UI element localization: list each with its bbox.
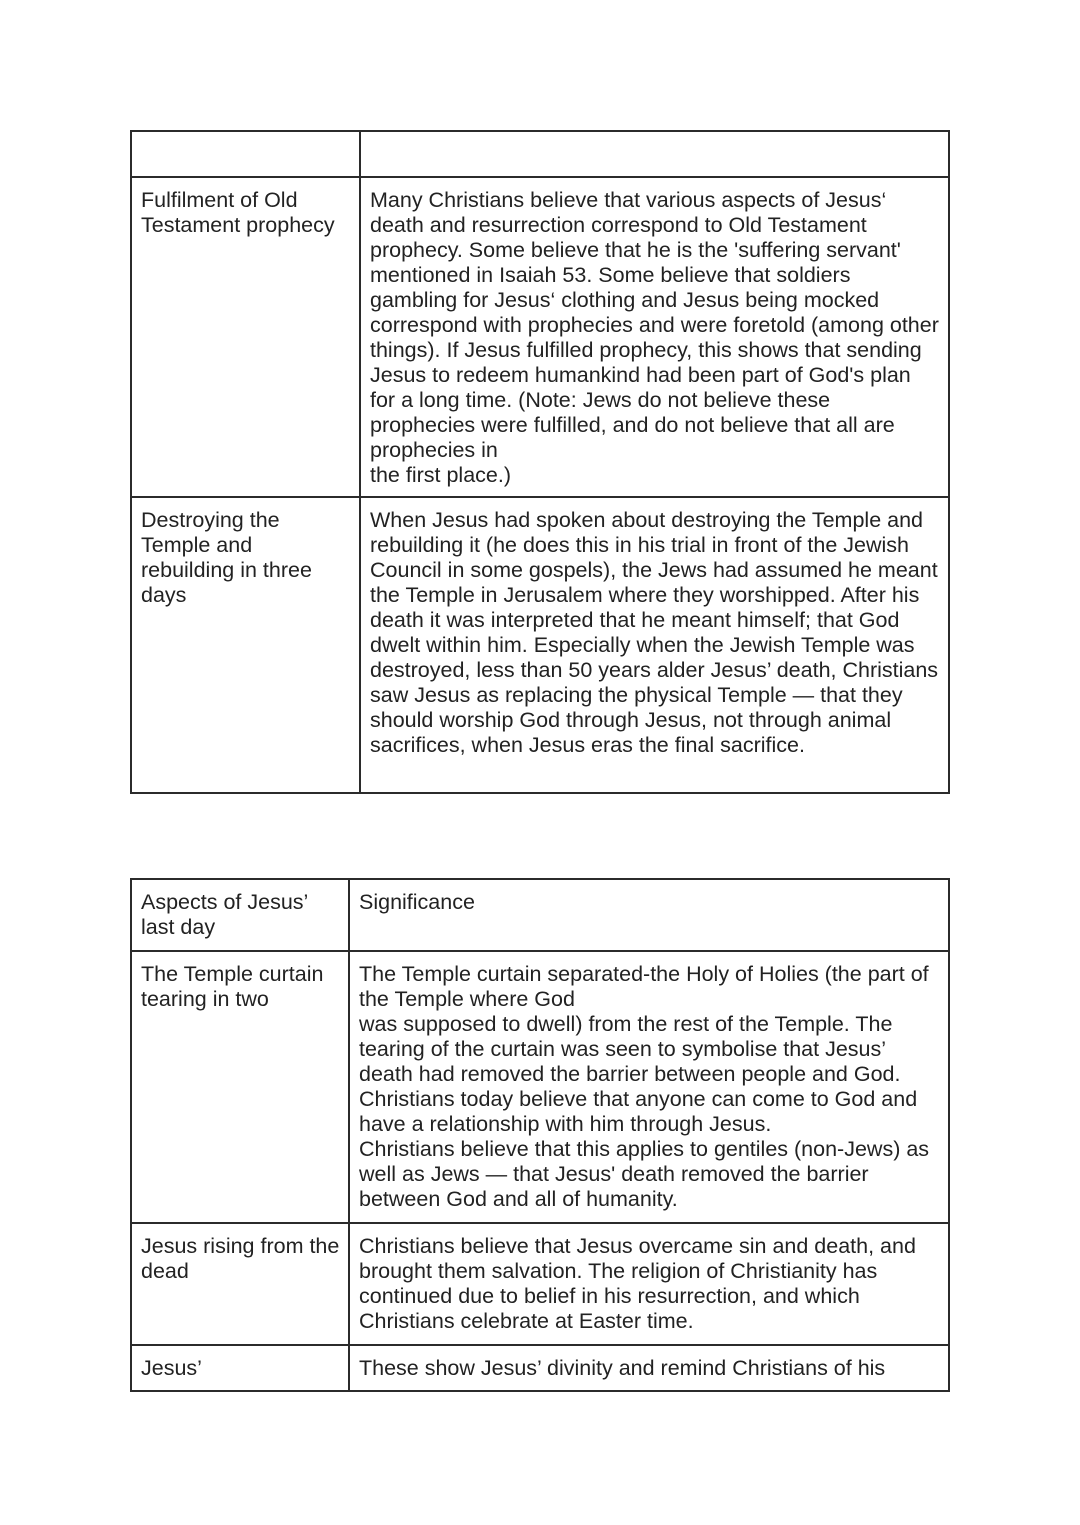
header-aspect-text: Aspects of Jesus’ last day <box>141 890 308 939</box>
table-row <box>131 1345 949 1391</box>
header-cell-aspect <box>131 879 349 951</box>
empty-cell-aspect <box>131 131 360 177</box>
significance-cell <box>349 951 949 1223</box>
header-cell-significance <box>349 879 949 951</box>
significance-paragraph: Christians believe that this applies to gentiles (non-Jews) as well as Jews — that Jesus' death removed the barrier between God and all of humanity. <box>359 1137 930 1211</box>
aspect-cell <box>131 177 360 497</box>
aspect-text: Destroying the Temple and rebuilding in three days <box>141 508 312 607</box>
empty-cell-significance <box>360 131 949 177</box>
significance-cell <box>349 1345 949 1391</box>
significance-paragraph: the first place.) <box>370 463 511 487</box>
aspect-cell <box>131 1223 349 1345</box>
table-row <box>131 1223 949 1345</box>
aspect-text: The Temple curtain tearing in two <box>141 962 324 1011</box>
significance-cell <box>349 1223 949 1345</box>
header-significance-text: Significance <box>359 890 475 914</box>
aspect-cell <box>131 1345 349 1391</box>
significance-cell <box>360 177 949 497</box>
significance-paragraph: The Temple curtain separated-the Holy of Holies (the part of the Temple where God <box>359 962 929 1011</box>
aspect-text: Jesus rising from the dead <box>141 1234 340 1283</box>
table-last-day-aspects <box>130 878 950 1392</box>
table-row-empty <box>131 131 949 177</box>
significance-paragraph: These show Jesus’ divinity and remind Christians of his <box>359 1356 886 1380</box>
aspect-cell <box>131 951 349 1223</box>
table-header-row <box>131 879 949 951</box>
table-fulfilment-and-temple <box>130 130 950 794</box>
table-row <box>131 177 949 497</box>
table-row <box>131 951 949 1223</box>
aspect-cell <box>131 497 360 793</box>
significance-cell <box>360 497 949 793</box>
significance-paragraph: When Jesus had spoken about destroying the Temple and rebuilding it (he does this in his trial in front of the Jewish Council in some gospels), the Jews had assumed he meant the Temple in Jerusalem where they worshipped. After his death it was interpreted that he meant himself; that God dwelt within him. Especially when the Jewish Temple was destroyed, less than 50 years alder Jesus’ death, Christians saw Jesus as replacing the physical Temple — that they should worship God through Jesus, not through animal sacrifices, when Jesus eras the final sacrifice. <box>370 508 939 757</box>
significance-paragraph: Christians believe that Jesus overcame sin and death, and brought them salvation. The religion of Christianity has continued due to belief in his resurrection, and which Christians celebrate at Easter time. <box>359 1234 916 1333</box>
aspect-text: Jesus’ <box>141 1356 202 1380</box>
significance-paragraph: Many Christians believe that various aspects of Jesus‘ death and resurrection correspond to Old Testament prophecy. Some believe that he is the 'suffering servant' mentioned in Isaiah 53. Some believe that soldiers gambling for Jesus‘ clothing and Jesus being mocked correspond with prophecies and were foretold (among other things). If Jesus fulfilled prophecy, this shows that sending Jesus to redeem humankind had been part of God's plan for a long time. (Note: Jews do not believe these prophecies were fulfilled, and do not believe that all are prophecies in <box>370 188 939 462</box>
table-row <box>131 497 949 793</box>
aspect-text: Fulfilment of Old Testament prophecy <box>141 188 335 237</box>
significance-paragraph: was supposed to dwell) from the rest of the Temple. The tearing of the curtain was seen to symbolise that Jesus’ death had removed the barrier between people and God. Christians today believe that anyone can come to God and have a relationship with him through Jesus. <box>359 1012 918 1136</box>
